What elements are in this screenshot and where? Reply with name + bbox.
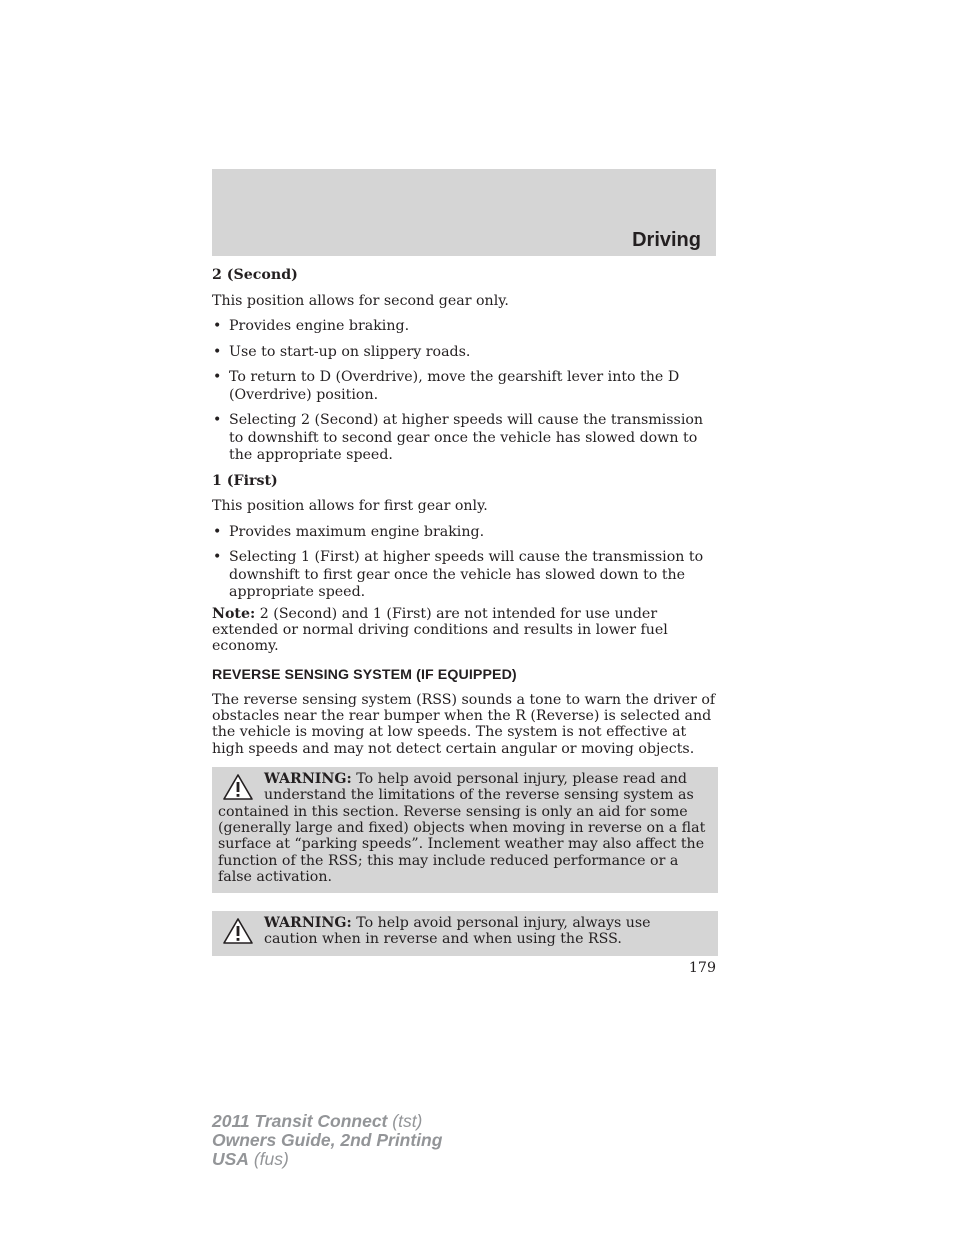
section-title: Driving: [632, 229, 701, 251]
bullet-icon: •: [213, 523, 222, 540]
first-gear-bullet-list: [212, 524, 718, 602]
page-number: 179: [688, 960, 716, 976]
first-gear-heading: 1 (First): [212, 472, 278, 489]
bullet-icon: •: [213, 318, 222, 334]
document-footer: [212, 1112, 442, 1169]
page-content: [212, 267, 718, 956]
footer-line-1: 2011 Transit Connect (tst): [212, 1111, 423, 1131]
warning-text: To help avoid personal injury, always use caution when in reverse and when using the RSS.: [264, 915, 651, 948]
list-item: • Provides engine braking.: [213, 318, 410, 334]
section-header-band: [212, 169, 716, 256]
first-gear-intro: This position allows for first gear only.: [212, 498, 488, 514]
note-label: Note:: [212, 605, 256, 622]
warning-label: WARNING:: [264, 771, 352, 788]
warning-text: To help avoid personal injury, please read and understand the limitations of the reverse sensing system as contained in this section. Reverse sensing is only an aid for some (generally large and fixed) objects when moving in reverse on a flat surface at “parking speeds”. Inclement weather may also affect the function of the RSS; this may include reduced performance or a false activation.: [218, 771, 706, 885]
footer-line-3: USA (fus): [212, 1149, 289, 1169]
list-item: • Use to start-up on slippery roads.: [213, 343, 471, 360]
warning-box: [212, 911, 718, 956]
list-item: • To return to D (Overdrive), move the gearshift lever into the D (Overdrive) position.: [213, 369, 680, 403]
bullet-icon: •: [213, 549, 222, 565]
note-paragraph: [212, 606, 718, 655]
rss-body: The reverse sensing system (RSS) sounds a tone to warn the driver of obstacles near the rear bumper when the R (Reverse) is selected and the vehicle is moving at low speeds. The system is not effective at high speeds and may not detect certain angular or moving objects.: [212, 691, 716, 757]
footer-line-2: Owners Guide, 2nd Printing: [212, 1130, 443, 1150]
second-gear-bullet-list: [212, 318, 718, 465]
rss-heading: REVERSE SENSING SYSTEM (IF EQUIPPED): [212, 667, 517, 684]
bullet-icon: •: [213, 369, 222, 385]
second-gear-heading: 2 (Second): [212, 267, 298, 283]
warning-box: [212, 767, 718, 893]
bullet-icon: •: [213, 412, 222, 428]
list-item: • Selecting 2 (Second) at higher speeds will cause the transmission to downshift to second gear once the vehicle has slowed down to the appropriate speed.: [213, 412, 704, 463]
note-text: 2 (Second) and 1 (First) are not intended for use under extended or normal driving conditions and results in lower fuel economy.: [212, 605, 668, 655]
warning-triangle-icon: [222, 917, 254, 945]
warning-triangle-icon: [222, 773, 254, 801]
warning-label: WARNING:: [264, 915, 352, 932]
second-gear-intro: This position allows for second gear only.: [212, 292, 509, 309]
list-item: • Provides maximum engine braking.: [213, 523, 485, 540]
bullet-icon: •: [213, 343, 222, 360]
list-item: • Selecting 1 (First) at higher speeds will cause the transmission to downshift to first gear once the vehicle has slowed down to the appropriate speed.: [213, 549, 704, 600]
